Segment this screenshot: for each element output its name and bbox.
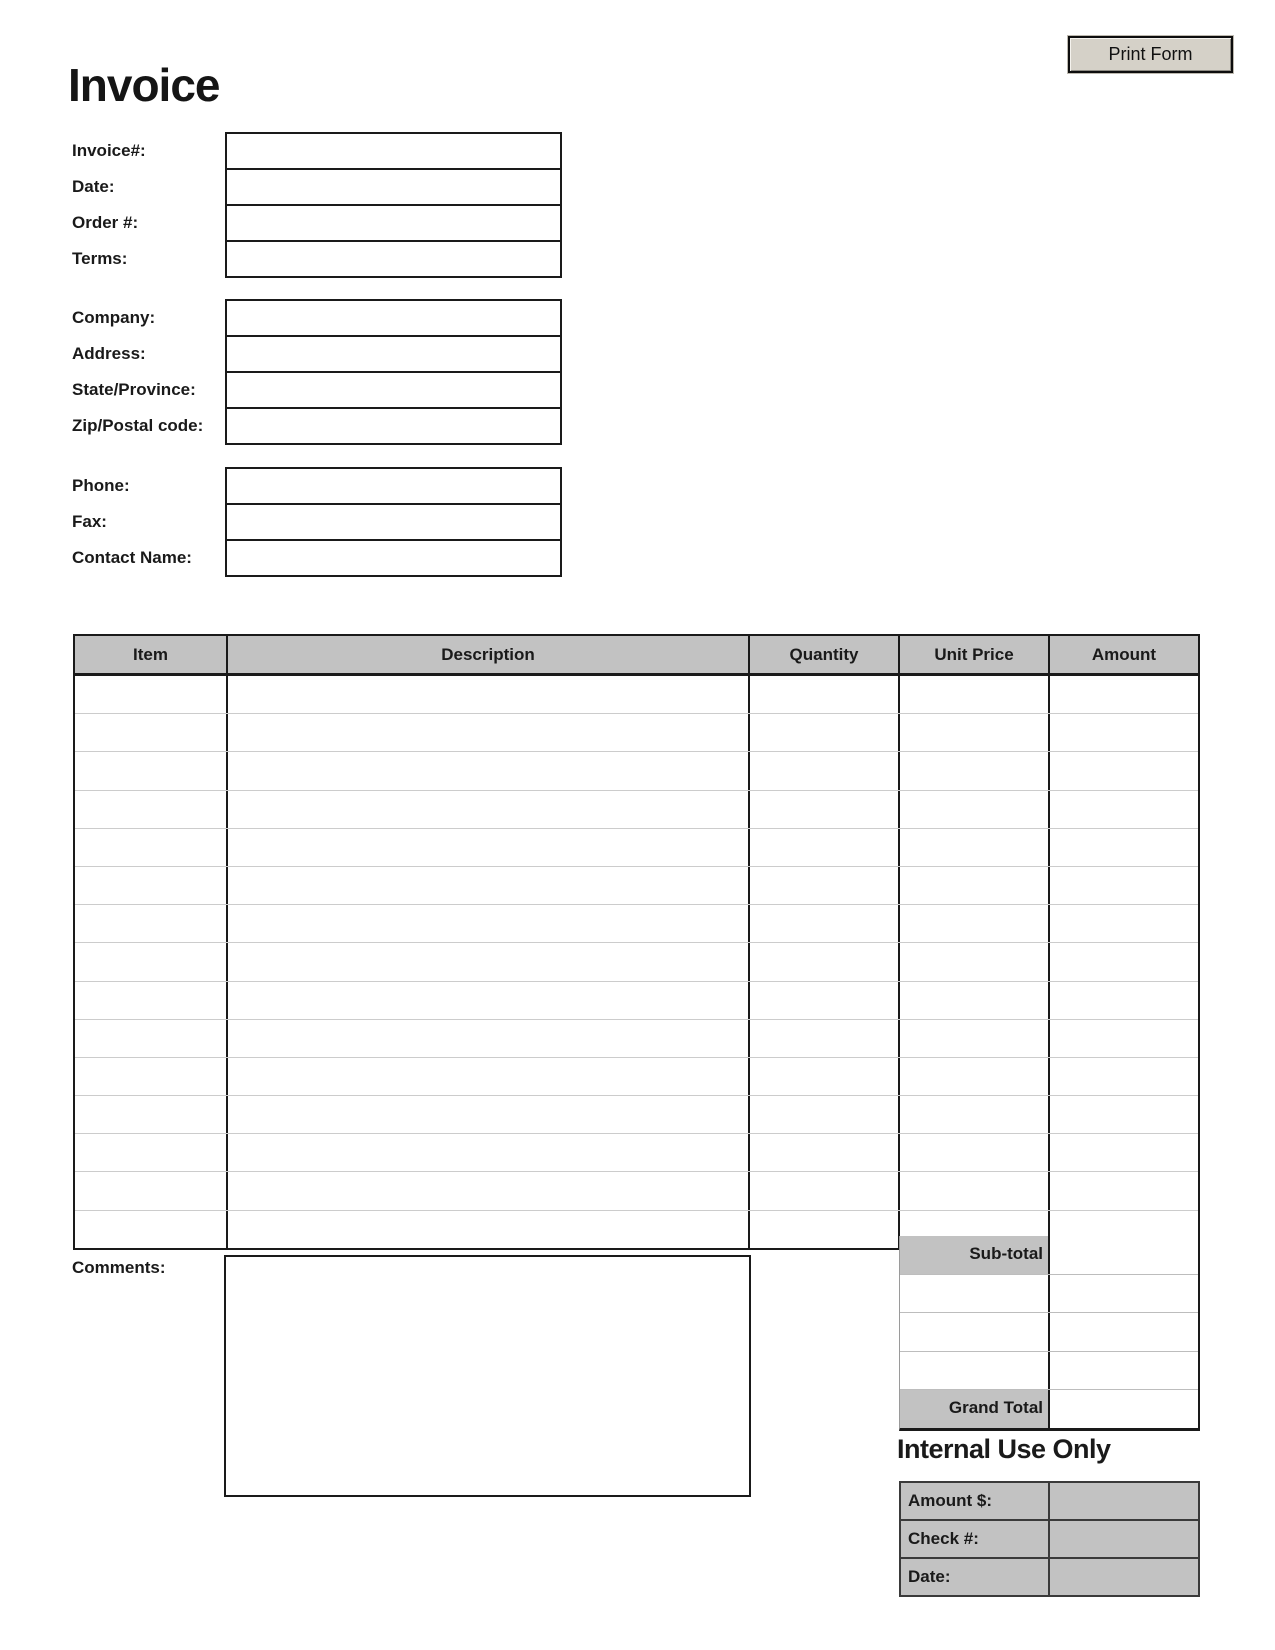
- unit-price-cell[interactable]: [900, 982, 1050, 1019]
- item-row: [75, 942, 1198, 980]
- description-cell[interactable]: [228, 752, 750, 789]
- zip-postal-code-field: [72, 407, 562, 445]
- quantity-cell[interactable]: [750, 867, 900, 904]
- item-cell[interactable]: [75, 1211, 228, 1248]
- totals-label: Grand Total: [900, 1390, 1050, 1428]
- quantity-cell[interactable]: [750, 1134, 900, 1171]
- quantity-cell[interactable]: [750, 714, 900, 751]
- amount-cell[interactable]: [1050, 791, 1198, 828]
- item-cell[interactable]: [75, 714, 228, 751]
- quantity-cell[interactable]: [750, 1020, 900, 1057]
- field-input[interactable]: [225, 539, 562, 577]
- description-cell[interactable]: [228, 829, 750, 866]
- description-cell[interactable]: [228, 1172, 750, 1209]
- totals-label: [900, 1352, 1050, 1390]
- unit-price-cell[interactable]: [900, 791, 1050, 828]
- quantity-cell[interactable]: [750, 752, 900, 789]
- item-row: [75, 828, 1198, 866]
- unit-price-cell[interactable]: [900, 1172, 1050, 1209]
- item-row: [75, 1019, 1198, 1057]
- item-row: [75, 1171, 1198, 1209]
- field-input[interactable]: [225, 299, 562, 337]
- field-label: State/Province:: [72, 380, 196, 399]
- item-row: [75, 676, 1198, 713]
- field-label: Address:: [72, 344, 146, 363]
- totals-row: [900, 1236, 1198, 1274]
- field-input[interactable]: [225, 335, 562, 373]
- item-row: [75, 981, 1198, 1019]
- unit-price-cell[interactable]: [900, 867, 1050, 904]
- column-header: Quantity: [750, 636, 900, 673]
- amount-cell[interactable]: [1050, 905, 1198, 942]
- print-form-button[interactable]: Print Form: [1068, 36, 1233, 73]
- item-row: [75, 904, 1198, 942]
- description-cell[interactable]: [228, 982, 750, 1019]
- unit-price-cell[interactable]: [900, 1058, 1050, 1095]
- items-table-header: [75, 636, 1198, 676]
- description-cell[interactable]: [228, 943, 750, 980]
- description-cell[interactable]: [228, 676, 750, 713]
- field-input[interactable]: [225, 132, 562, 170]
- totals-value-cell[interactable]: [1050, 1352, 1198, 1390]
- address-field: [72, 335, 562, 373]
- state-province-field: [72, 371, 562, 409]
- item-cell[interactable]: [75, 867, 228, 904]
- quantity-cell[interactable]: [750, 982, 900, 1019]
- item-row: [75, 790, 1198, 828]
- quantity-cell[interactable]: [750, 1096, 900, 1133]
- item-row: [75, 1095, 1198, 1133]
- field-label: Phone:: [72, 476, 130, 495]
- field-input[interactable]: [225, 371, 562, 409]
- unit-price-cell[interactable]: [900, 829, 1050, 866]
- internal-label: Check #:: [901, 1521, 1050, 1557]
- internal-amount-row: [901, 1483, 1198, 1519]
- field-label: Date:: [72, 177, 115, 196]
- totals-value-cell[interactable]: [1050, 1390, 1198, 1428]
- company-field: [72, 299, 562, 337]
- totals-block: [899, 1236, 1200, 1431]
- internal-value-cell[interactable]: [1050, 1521, 1198, 1557]
- internal-use-heading: Internal Use Only: [897, 1434, 1111, 1464]
- item-row: [75, 751, 1198, 789]
- totals-row: [900, 1351, 1198, 1390]
- unit-price-cell[interactable]: [900, 676, 1050, 713]
- totals-value-cell[interactable]: [1050, 1275, 1198, 1313]
- amount-cell[interactable]: [1050, 1172, 1198, 1209]
- item-row: [75, 1057, 1198, 1095]
- terms-field: [72, 240, 562, 278]
- unit-price-cell[interactable]: [900, 1096, 1050, 1133]
- amount-cell[interactable]: [1050, 1058, 1198, 1095]
- quantity-cell[interactable]: [750, 791, 900, 828]
- field-input[interactable]: [225, 168, 562, 206]
- field-input[interactable]: [225, 467, 562, 505]
- contact-name-field: [72, 539, 562, 577]
- item-cell[interactable]: [75, 1134, 228, 1171]
- column-header: Unit Price: [900, 636, 1050, 673]
- items-table: [73, 634, 1200, 1250]
- totals-value-cell[interactable]: [1050, 1236, 1198, 1274]
- contact-field-group: [72, 467, 562, 577]
- field-input[interactable]: [225, 204, 562, 242]
- amount-cell[interactable]: [1050, 829, 1198, 866]
- internal-value-cell[interactable]: [1050, 1483, 1198, 1519]
- invoice-meta-field-group: [72, 132, 562, 278]
- item-cell[interactable]: [75, 1020, 228, 1057]
- quantity-cell[interactable]: [750, 1172, 900, 1209]
- unit-price-cell[interactable]: [900, 1134, 1050, 1171]
- internal-use-table: [899, 1481, 1200, 1597]
- comments-label: Comments:: [72, 1258, 166, 1277]
- quantity-cell[interactable]: [750, 676, 900, 713]
- comments-box[interactable]: [224, 1255, 751, 1497]
- unit-price-cell[interactable]: [900, 1020, 1050, 1057]
- company-field-group: [72, 299, 562, 445]
- field-input[interactable]: [225, 240, 562, 278]
- amount-cell[interactable]: [1050, 1020, 1198, 1057]
- date-field: [72, 168, 562, 206]
- description-cell[interactable]: [228, 1211, 750, 1248]
- items-table-body: [75, 676, 1198, 1248]
- item-cell[interactable]: [75, 1058, 228, 1095]
- totals-row: [900, 1389, 1198, 1428]
- totals-label: [900, 1313, 1050, 1351]
- column-header: Description: [228, 636, 750, 673]
- item-cell[interactable]: [75, 982, 228, 1019]
- description-cell[interactable]: [228, 1058, 750, 1095]
- item-row: [75, 1133, 1198, 1171]
- description-cell[interactable]: [228, 1134, 750, 1171]
- item-cell[interactable]: [75, 905, 228, 942]
- amount-cell[interactable]: [1050, 867, 1198, 904]
- item-cell[interactable]: [75, 1172, 228, 1209]
- item-row: [75, 713, 1198, 751]
- internal-label: Amount $:: [901, 1483, 1050, 1519]
- column-header: Amount: [1091, 645, 1157, 664]
- item-row: [75, 866, 1198, 904]
- field-label: Terms:: [72, 249, 128, 268]
- quantity-cell[interactable]: [750, 905, 900, 942]
- description-cell[interactable]: [228, 1096, 750, 1133]
- item-cell[interactable]: [75, 791, 228, 828]
- field-label: Order #:: [72, 213, 139, 232]
- description-cell[interactable]: [228, 867, 750, 904]
- totals-row: [900, 1312, 1198, 1351]
- field-label: Company:: [72, 308, 156, 327]
- item-cell[interactable]: [75, 943, 228, 980]
- field-label: Fax:: [72, 512, 107, 531]
- item-cell[interactable]: [75, 752, 228, 789]
- field-label: Invoice#:: [72, 141, 146, 160]
- totals-value-cell[interactable]: [1050, 1313, 1198, 1351]
- amount-cell[interactable]: [1050, 714, 1198, 751]
- internal-check-number-row: [901, 1519, 1198, 1557]
- item-cell[interactable]: [75, 829, 228, 866]
- description-cell[interactable]: [228, 791, 750, 828]
- unit-price-cell[interactable]: [900, 905, 1050, 942]
- quantity-cell[interactable]: [750, 1058, 900, 1095]
- column-header: Item: [75, 636, 228, 673]
- amount-cell[interactable]: [1050, 943, 1198, 980]
- totals-row: [900, 1274, 1198, 1313]
- internal-label: Date:: [901, 1559, 1050, 1595]
- amount-cell[interactable]: [1050, 676, 1198, 713]
- field-input[interactable]: [225, 503, 562, 541]
- amount-cell[interactable]: [1050, 1134, 1198, 1171]
- field-input[interactable]: [225, 407, 562, 445]
- unit-price-cell[interactable]: [900, 943, 1050, 980]
- page-title: Invoice: [68, 59, 220, 111]
- invoice-number-field: [72, 132, 562, 170]
- amount-cell[interactable]: [1050, 752, 1198, 789]
- quantity-cell[interactable]: [750, 829, 900, 866]
- field-label: Contact Name:: [72, 548, 192, 567]
- unit-price-cell[interactable]: [900, 752, 1050, 789]
- order-number-field: [72, 204, 562, 242]
- totals-label: Sub-total: [900, 1236, 1050, 1274]
- description-cell[interactable]: [228, 905, 750, 942]
- item-cell[interactable]: [75, 676, 228, 713]
- quantity-cell[interactable]: [750, 943, 900, 980]
- item-cell[interactable]: [75, 1096, 228, 1133]
- phone-field: [72, 467, 562, 505]
- amount-cell[interactable]: [1050, 1096, 1198, 1133]
- description-cell[interactable]: [228, 714, 750, 751]
- internal-value-cell[interactable]: [1050, 1559, 1198, 1595]
- quantity-cell[interactable]: [750, 1211, 900, 1248]
- unit-price-cell[interactable]: [900, 714, 1050, 751]
- totals-label: [900, 1275, 1050, 1313]
- fax-field: [72, 503, 562, 541]
- amount-cell[interactable]: [1050, 982, 1198, 1019]
- description-cell[interactable]: [228, 1020, 750, 1057]
- field-label: Zip/Postal code:: [72, 416, 204, 435]
- internal-date-row: [901, 1557, 1198, 1595]
